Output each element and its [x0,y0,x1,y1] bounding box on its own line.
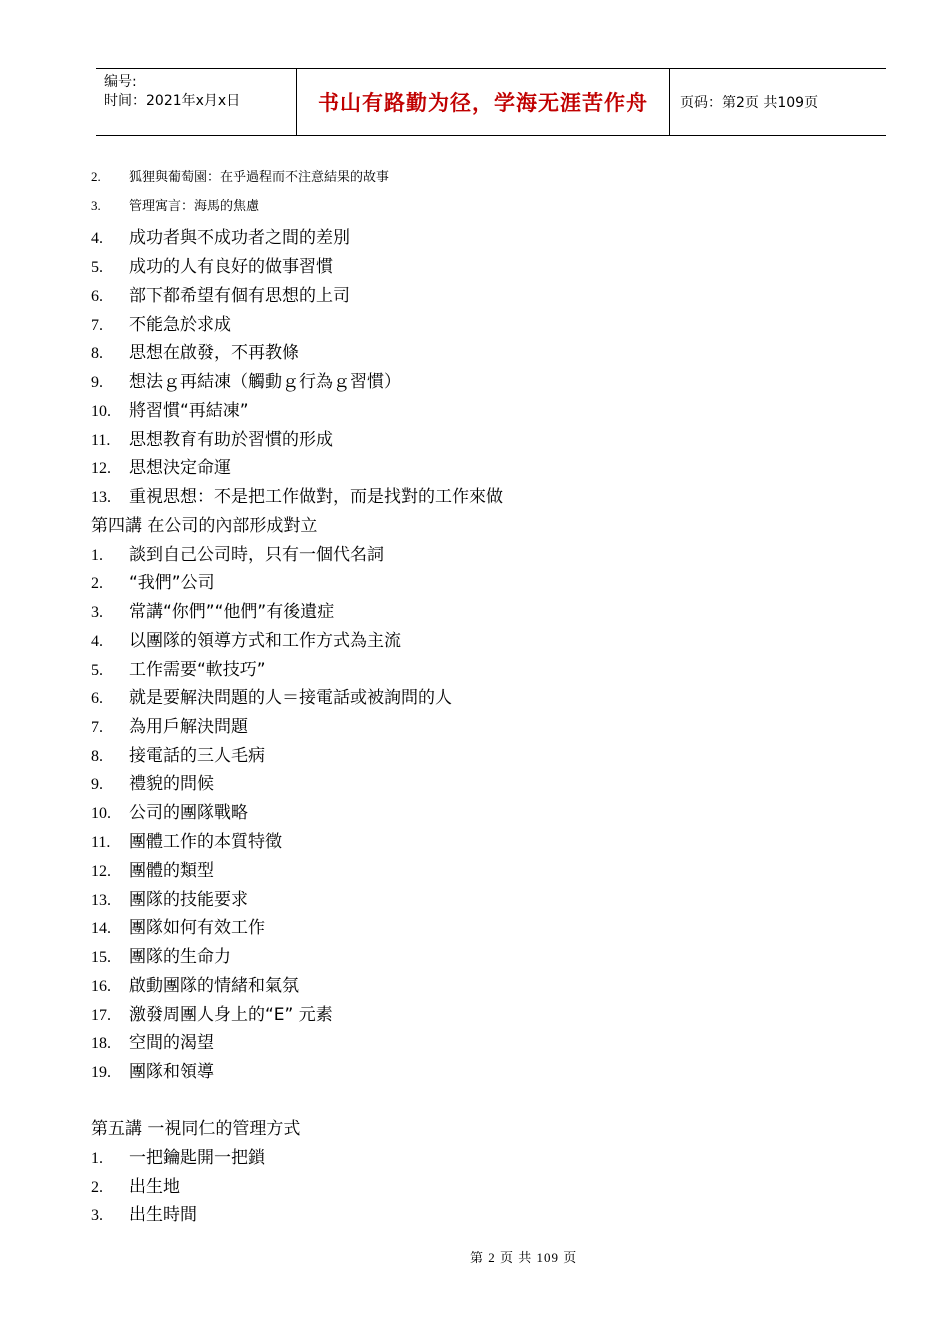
list-item-text: 想法ｇ再結凍（觸動ｇ行為ｇ習慣） [129,372,401,392]
list-item-text: 思想決定命運 [129,458,231,478]
list-item-text: 空間的渴望 [129,1033,214,1053]
list-item-text: 團隊的生命力 [129,947,231,967]
header-motto-cell [297,69,670,135]
list-item [91,913,265,938]
page-header [96,68,886,136]
list-item-text: 常講“你們”“他們”有後遺症 [129,602,335,622]
section-heading [91,1114,300,1139]
list-item-number: 2. [91,169,101,184]
serial-label: 编号: [104,74,137,90]
section-heading [91,511,317,536]
list-item [91,568,215,593]
list-item [91,338,299,363]
list-item [91,798,248,823]
list-item-number: 6. [91,690,103,707]
list-item-text: 團隊的技能要求 [129,890,248,910]
list-item [91,195,259,214]
list-item [91,597,334,622]
list-item-number: 2. [91,575,103,592]
list-item-number: 10. [91,805,111,822]
list-item-text: 管理寓言：海馬的焦慮 [129,199,260,214]
list-item-text: 團隊如何有效工作 [129,918,265,938]
list-item-text: 工作需要“軟技巧” [129,660,266,680]
list-item-number: 4. [91,230,103,247]
list-item-number: 8. [91,748,103,765]
page-info: 页码：第2页 共109页 [680,95,819,111]
list-item [91,1143,265,1168]
list-item-number: 12. [91,863,111,880]
list-item-number: 1. [91,1150,103,1167]
list-item-number: 4. [91,633,103,650]
time-label: 时间：2021年x月x日 [104,93,241,109]
list-item-number: 2. [91,1179,103,1196]
list-item-text: 禮貌的問候 [129,774,214,794]
list-item [91,540,384,565]
list-item [91,482,503,507]
list-item-number: 15. [91,949,111,966]
list-item [91,367,401,392]
list-item [91,827,282,852]
list-item [91,223,350,248]
list-item-text: 部下都希望有個有思想的上司 [129,286,350,306]
list-item-number: 6. [91,288,103,305]
list-item-text: 啟動團隊的情緒和氣氛 [129,976,299,996]
list-item [91,856,214,881]
list-item-number: 7. [91,317,103,334]
list-item-text: 不能急於求成 [129,315,231,335]
list-item [91,626,401,651]
list-item-text: 思想在啟發，不再教條 [129,343,299,363]
list-item [91,1000,333,1025]
list-item-text: 就是要解決問題的人＝接電話或被詢問的人 [129,688,452,708]
list-item-number: 14. [91,920,111,937]
list-item [91,683,452,708]
list-item [91,942,231,967]
list-item-number: 5. [91,662,103,679]
list-item-text: 團體工作的本質特徵 [129,832,282,852]
section-heading-text: 第四講 在公司的內部形成對立 [91,516,318,536]
list-item-number: 9. [91,776,103,793]
list-item-number: 16. [91,978,111,995]
list-item-number: 13. [91,892,111,909]
list-item-number: 9. [91,374,103,391]
list-item [91,1057,214,1082]
list-item-text: 成功者與不成功者之間的差別 [129,228,350,248]
list-item-text: 為用戶解決問題 [129,717,248,737]
list-item-number: 3. [91,1207,103,1224]
list-item-number: 17. [91,1007,111,1024]
list-item-number: 5. [91,259,103,276]
list-item [91,1172,180,1197]
list-item-number: 12. [91,460,111,477]
list-item-text: 以團隊的領導方式和工作方式為主流 [129,631,401,651]
list-item-number: 11. [91,432,111,449]
list-item-text: 將習慣“再結凍” [129,401,249,421]
list-item-number: 8. [91,345,103,362]
list-item-text: 談到自己公司時，只有一個代名詞 [129,545,384,565]
list-item [91,425,333,450]
list-item [91,741,265,766]
list-item [91,712,248,737]
list-item [91,166,389,185]
list-item [91,396,249,421]
list-item-text: “我們”公司 [129,573,215,593]
list-item [91,252,333,277]
list-item-number: 18. [91,1035,111,1052]
list-item [91,310,231,335]
list-item [91,453,231,478]
list-item-text: 激發周團人身上的“E” 元素 [129,1005,333,1025]
list-item-text: 一把鑰匙開一把鎖 [129,1148,265,1168]
list-item [91,655,266,680]
list-item [91,885,248,910]
list-item-number: 1. [91,547,103,564]
list-item [91,1200,197,1225]
list-item [91,281,350,306]
list-item-text: 團體的類型 [129,861,214,881]
list-item-text: 成功的人有良好的做事習慣 [129,257,333,277]
header-page-cell [670,69,886,135]
list-item [91,971,299,996]
list-item [91,769,214,794]
list-item-number: 11. [91,834,111,851]
list-item-number: 3. [91,604,103,621]
list-item-number: 10. [91,403,111,420]
motto-text: 书山有路勤为径，学海无涯苦作舟 [318,90,648,115]
list-item-text: 公司的團隊戰略 [129,803,248,823]
list-item [91,1028,214,1053]
list-item-text: 狐狸與葡萄園：在乎過程而不注意結果的故事 [129,170,390,185]
section-heading-text: 第五講 一視同仁的管理方式 [91,1119,301,1139]
list-item-text: 思想教育有助於習慣的形成 [129,430,333,450]
list-item-number: 13. [91,489,111,506]
list-item-text: 重視思想：不是把工作做對，而是找對的工作來做 [129,487,503,507]
list-item-text: 團隊和領導 [129,1062,214,1082]
list-item-number: 19. [91,1064,111,1081]
list-item-number: 7. [91,719,103,736]
page-footer: 第 2 页 共 109 页 [470,1250,578,1265]
list-item-text: 出生時間 [129,1205,197,1225]
list-item-number: 3. [91,198,101,213]
list-item-text: 出生地 [129,1177,180,1197]
header-meta-cell [96,69,297,135]
list-item-text: 接電話的三人毛病 [129,746,265,766]
